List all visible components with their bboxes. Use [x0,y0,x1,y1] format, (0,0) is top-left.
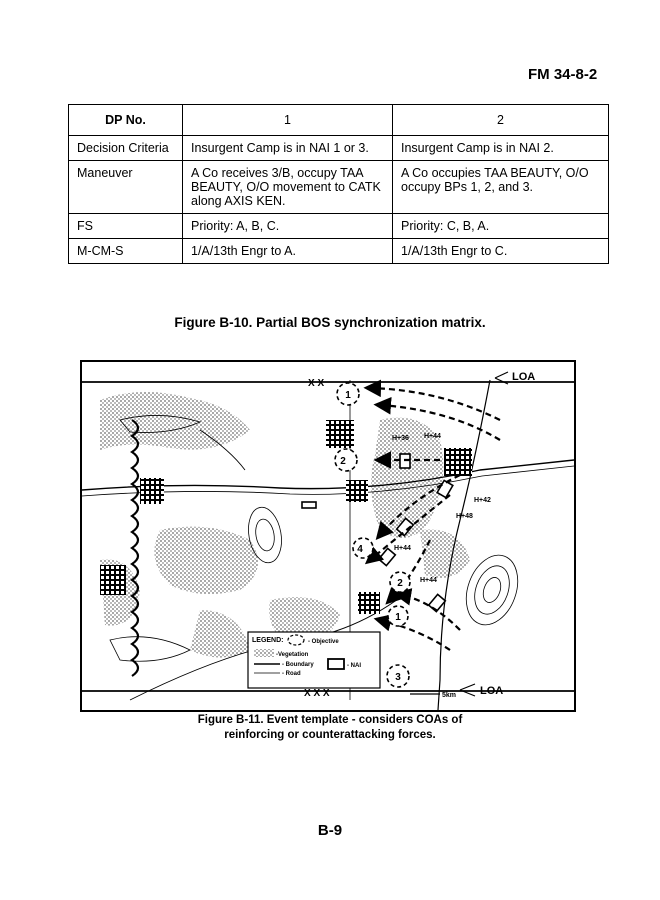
table-row [69,161,609,214]
page-number: B-9 [317,822,343,839]
column-header-dp-1: 1 [183,105,393,136]
bos-synchronization-matrix [68,104,609,264]
table-cell: Priority: A, B, C. [183,214,393,239]
time-label: H+44 [424,433,441,440]
caption-line: reinforcing or counterattacking forces. [224,729,436,741]
table-row [69,214,609,239]
legend-item: -Vegetation [276,652,309,658]
row-label: FS [69,214,183,239]
legend-item: - NAI [347,663,361,669]
objective-number: 2 [397,578,403,589]
time-label: H+44 [420,577,437,584]
table-cell: 1/A/13th Engr to C. [393,239,609,264]
legend-title: LEGEND: [252,637,284,644]
boundary-label-bottom: X X X [304,688,330,699]
time-label: H+48 [456,513,473,520]
table-cell: Priority: C, B, A. [393,214,609,239]
legend-item: - Road [282,671,301,677]
row-label: M-CM-S [69,239,183,264]
objective-number: 4 [357,544,363,555]
event-template-map [80,360,576,712]
caption-line: Figure B-11. Event template - considers COAs of [197,714,463,726]
row-label: Decision Criteria [69,136,183,161]
column-header-dp-2: 2 [393,105,609,136]
table-row [69,239,609,264]
boundary-label-top: X X [308,378,325,389]
loa-label-top: LOA [512,371,536,383]
time-label: H+42 [474,497,491,504]
figure-b10-caption: Figure B-10. Partial BOS synchronization matrix. [174,315,486,330]
table-cell: A Co receives 3/B, occupy TAA BEAUTY, O/O movement to CATK along AXIS KEN. [183,161,393,214]
row-label: Maneuver [69,161,183,214]
time-label: H+44 [394,545,411,552]
legend-item: - Boundary [282,662,314,668]
map-scale: 5km [442,692,457,699]
map-legend [248,632,380,688]
table-cell: Insurgent Camp is in NAI 2. [393,136,609,161]
table-cell: 1/A/13th Engr to A. [183,239,393,264]
objective-number: 2 [340,456,346,467]
document-id: FM 34-8-2 [528,66,598,83]
time-label: H+36 [392,435,409,442]
table-cell: Insurgent Camp is in NAI 1 or 3. [183,136,393,161]
table-cell: A Co occupies TAA BEAUTY, O/O occupy BPs 1, 2, and 3. [393,161,609,214]
objective-number: 3 [395,672,401,683]
legend-item: - Objective [308,639,339,645]
loa-label-bottom: LOA [480,685,504,697]
objective-number: 1 [345,390,351,401]
objective-number: 1 [395,612,401,623]
figure-b11-caption [140,713,520,743]
table-row [69,136,609,161]
matrix-header-row [69,105,609,136]
column-header-dp-no: DP No. [69,105,183,136]
